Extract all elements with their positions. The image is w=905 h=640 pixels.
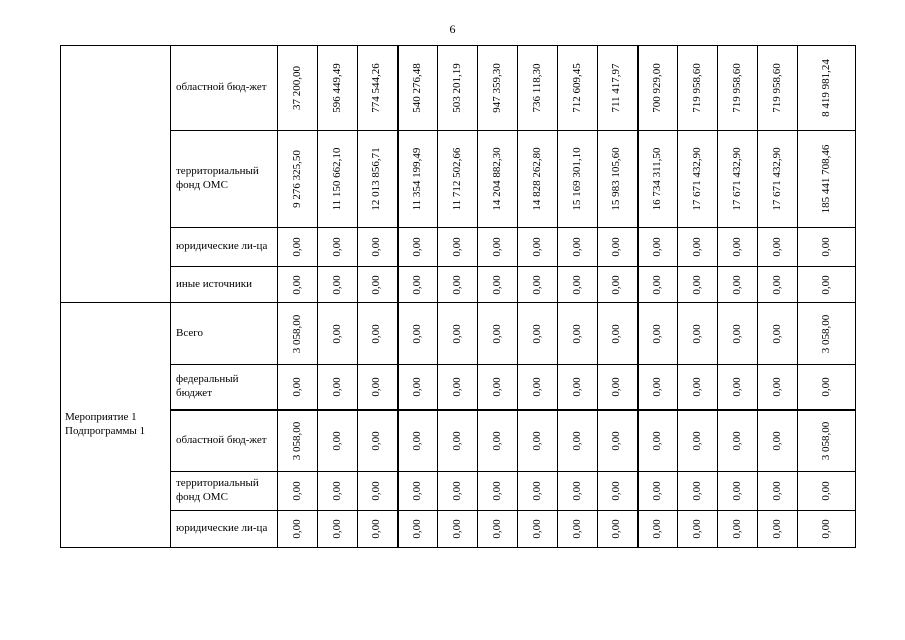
amount-cell (278, 365, 318, 410)
amount-value: 0,00 (450, 481, 463, 501)
amount-cell (638, 228, 678, 267)
amount-cell (358, 472, 398, 511)
amount-cell (678, 472, 718, 511)
amount-cell (318, 365, 358, 410)
amount-value: 0,00 (650, 323, 663, 344)
amount-cell (558, 472, 598, 511)
amount-value: 0,00 (490, 481, 503, 501)
amount-cell (438, 511, 478, 548)
amount-value: 736 118,30 (530, 63, 543, 113)
amount-value: 0,00 (770, 323, 783, 344)
amount-value: 0,00 (410, 519, 423, 539)
amount-value: 0,00 (410, 237, 423, 257)
amount-value: 700 929,00 (650, 63, 663, 113)
amount-cell (318, 267, 358, 303)
amount-cell (758, 228, 798, 267)
amount-value: 0,00 (330, 431, 343, 451)
amount-value: 0,00 (370, 237, 383, 257)
amount-cell (398, 267, 438, 303)
amount-value: 11 354 199,49 (410, 147, 423, 211)
amount-value: 719 958,60 (730, 63, 743, 113)
funding-source-cell: юридические ли-ца (171, 228, 278, 267)
amount-cell (718, 410, 758, 472)
amount-value: 0,00 (490, 237, 503, 257)
amount-value: 0,00 (610, 519, 623, 539)
page-number: 6 (449, 22, 456, 36)
amount-value: 0,00 (690, 323, 703, 344)
amount-cell (638, 46, 678, 131)
amount-cell (358, 131, 398, 228)
amount-cell (358, 511, 398, 548)
amount-cell (398, 410, 438, 472)
amount-value: 0,00 (570, 274, 583, 295)
amount-value: 0,00 (610, 377, 623, 397)
amount-cell (718, 365, 758, 410)
amount-value: 0,00 (770, 519, 783, 539)
amount-cell (518, 303, 558, 365)
funding-source-cell: территориальный фонд ОМС (171, 472, 278, 511)
amount-value: 8 419 981,24 (819, 59, 832, 117)
amount-cell (598, 228, 638, 267)
amount-cell (718, 267, 758, 303)
amount-cell (798, 267, 856, 303)
amount-value: 0,00 (290, 377, 303, 397)
amount-value: 0,00 (450, 237, 463, 257)
amount-value: 0,00 (690, 377, 703, 397)
amount-value: 719 958,60 (690, 63, 703, 113)
amount-value: 17 671 432,90 (770, 147, 783, 211)
amount-cell (478, 511, 518, 548)
amount-value: 0,00 (610, 481, 623, 501)
amount-value: 0,00 (650, 377, 663, 397)
amount-cell (678, 365, 718, 410)
amount-cell (558, 267, 598, 303)
amount-value: 0,00 (610, 237, 623, 257)
amount-cell (598, 267, 638, 303)
amount-cell (558, 511, 598, 548)
amount-value: 0,00 (570, 377, 583, 397)
funding-source-cell: Всего (171, 303, 278, 365)
table-row (61, 303, 856, 365)
amount-cell (678, 46, 718, 131)
amount-cell (678, 303, 718, 365)
funding-source-cell: юридические ли-ца (171, 511, 278, 548)
amount-value: 0,00 (330, 377, 343, 397)
amount-value: 0,00 (450, 323, 463, 344)
amount-cell (798, 131, 856, 228)
amount-value: 0,00 (490, 431, 503, 451)
amount-cell (598, 472, 638, 511)
amount-cell (518, 46, 558, 131)
amount-value: 0,00 (819, 481, 832, 501)
amount-value: 0,00 (450, 274, 463, 295)
amount-value: 0,00 (570, 481, 583, 501)
amount-value: 0,00 (770, 431, 783, 451)
amount-cell (638, 267, 678, 303)
amount-value: 0,00 (770, 481, 783, 501)
amount-value: 0,00 (370, 323, 383, 344)
amount-cell (358, 228, 398, 267)
amount-cell (318, 303, 358, 365)
amount-value: 0,00 (490, 274, 503, 295)
amount-value: 596 449,49 (330, 63, 343, 113)
funding-source-cell: областной бюд-жет (171, 410, 278, 472)
amount-cell (278, 472, 318, 511)
amount-value: 16 734 311,50 (650, 147, 663, 211)
amount-cell (478, 131, 518, 228)
table-row (61, 46, 856, 131)
amount-value: 0,00 (770, 377, 783, 397)
amount-cell (758, 410, 798, 472)
activity-cell (61, 46, 171, 303)
amount-value: 0,00 (730, 519, 743, 539)
amount-cell (358, 46, 398, 131)
amount-cell (398, 472, 438, 511)
amount-cell (358, 410, 398, 472)
amount-value: 0,00 (690, 431, 703, 451)
activity-cell: Мероприятие 1 Подпрограммы 1 (61, 303, 171, 548)
amount-value: 185 441 708,46 (819, 144, 832, 214)
amount-cell (438, 303, 478, 365)
amount-value: 0,00 (450, 519, 463, 539)
amount-cell (318, 46, 358, 131)
amount-cell (518, 228, 558, 267)
amount-value: 0,00 (530, 431, 543, 451)
amount-cell (398, 365, 438, 410)
amount-value: 37 200,00 (290, 66, 303, 110)
amount-value: 0,00 (770, 274, 783, 295)
amount-cell (558, 46, 598, 131)
amount-value: 3 058,00 (819, 314, 832, 353)
amount-cell (638, 511, 678, 548)
amount-cell (598, 365, 638, 410)
table-body (61, 46, 856, 548)
amount-value: 0,00 (730, 377, 743, 397)
amount-cell (478, 46, 518, 131)
amount-value: 0,00 (330, 519, 343, 539)
table-row (61, 131, 856, 228)
amount-value: 0,00 (650, 519, 663, 539)
amount-cell (478, 303, 518, 365)
amount-cell (438, 46, 478, 131)
amount-cell (798, 511, 856, 548)
amount-value: 0,00 (690, 519, 703, 539)
amount-cell (438, 410, 478, 472)
amount-value: 0,00 (610, 274, 623, 295)
amount-cell (318, 228, 358, 267)
amount-value: 14 828 262,80 (530, 147, 543, 211)
amount-cell (438, 472, 478, 511)
amount-value: 711 417,97 (610, 63, 623, 113)
amount-cell (558, 131, 598, 228)
amount-value: 0,00 (650, 481, 663, 501)
amount-value: 0,00 (490, 519, 503, 539)
amount-cell (438, 267, 478, 303)
amount-value: 0,00 (730, 323, 743, 344)
table-row (61, 267, 856, 303)
amount-value: 0,00 (370, 431, 383, 451)
amount-value: 3 058,00 (290, 421, 303, 460)
amount-value: 0,00 (730, 274, 743, 295)
amount-value: 0,00 (450, 431, 463, 451)
table-row (61, 365, 856, 410)
amount-cell (678, 131, 718, 228)
amount-value: 0,00 (530, 481, 543, 501)
amount-cell (598, 303, 638, 365)
amount-cell (478, 472, 518, 511)
amount-value: 0,00 (330, 481, 343, 501)
amount-value: 0,00 (730, 481, 743, 501)
amount-value: 0,00 (819, 237, 832, 257)
amount-value: 0,00 (370, 377, 383, 397)
amount-value: 0,00 (530, 323, 543, 344)
amount-cell (678, 228, 718, 267)
amount-cell (638, 131, 678, 228)
amount-cell (758, 472, 798, 511)
amount-cell (438, 365, 478, 410)
amount-value: 0,00 (290, 274, 303, 295)
amount-value: 712 609,45 (570, 63, 583, 113)
amount-cell (758, 267, 798, 303)
amount-cell (758, 131, 798, 228)
amount-cell (758, 303, 798, 365)
amount-cell (718, 131, 758, 228)
amount-value: 3 058,00 (819, 421, 832, 460)
amount-value: 0,00 (690, 481, 703, 501)
amount-value: 3 058,00 (290, 314, 303, 353)
amount-cell (518, 131, 558, 228)
funding-source-cell: территориальный фонд ОМС (171, 131, 278, 228)
amount-value: 0,00 (610, 323, 623, 344)
amount-value: 540 276,48 (410, 63, 423, 113)
amount-cell (598, 511, 638, 548)
amount-value: 0,00 (450, 377, 463, 397)
amount-cell (398, 303, 438, 365)
amount-cell (478, 228, 518, 267)
amount-value: 0,00 (410, 377, 423, 397)
amount-value: 0,00 (410, 274, 423, 295)
amount-value: 503 201,19 (450, 63, 463, 113)
amount-cell (278, 303, 318, 365)
amount-cell (558, 228, 598, 267)
amount-cell (398, 511, 438, 548)
amount-value: 15 983 105,60 (610, 147, 623, 211)
amount-cell (438, 228, 478, 267)
funding-source-cell: федеральный бюджет (171, 365, 278, 410)
amount-value: 0,00 (290, 237, 303, 257)
amount-value: 0,00 (730, 237, 743, 257)
amount-cell (718, 472, 758, 511)
amount-cell (518, 472, 558, 511)
amount-cell (798, 410, 856, 472)
amount-cell (758, 511, 798, 548)
amount-value: 0,00 (570, 323, 583, 344)
amount-cell (318, 472, 358, 511)
amount-cell (598, 131, 638, 228)
amount-cell (278, 410, 318, 472)
amount-value: 0,00 (530, 377, 543, 397)
amount-cell (678, 410, 718, 472)
amount-value: 0,00 (530, 237, 543, 257)
amount-cell (758, 46, 798, 131)
amount-cell (678, 511, 718, 548)
amount-value: 0,00 (650, 431, 663, 451)
amount-value: 15 169 301,10 (570, 147, 583, 211)
amount-value: 0,00 (570, 237, 583, 257)
amount-cell (718, 511, 758, 548)
amount-cell (398, 46, 438, 131)
amount-value: 0,00 (330, 274, 343, 295)
amount-cell (638, 365, 678, 410)
amount-cell (678, 267, 718, 303)
amount-value: 0,00 (650, 274, 663, 295)
amount-value: 0,00 (370, 274, 383, 295)
amount-value: 0,00 (770, 237, 783, 257)
amount-value: 0,00 (570, 519, 583, 539)
funding-source-cell: областной бюд-жет (171, 46, 278, 131)
amount-value: 0,00 (410, 431, 423, 451)
amount-cell (358, 303, 398, 365)
amount-cell (718, 228, 758, 267)
amount-cell (398, 228, 438, 267)
amount-cell (318, 410, 358, 472)
amount-cell (518, 410, 558, 472)
amount-cell (798, 303, 856, 365)
amount-cell (718, 303, 758, 365)
amount-cell (798, 472, 856, 511)
amount-value: 0,00 (730, 431, 743, 451)
amount-cell (598, 410, 638, 472)
amount-value: 0,00 (370, 519, 383, 539)
amount-cell (278, 131, 318, 228)
amount-value: 0,00 (410, 323, 423, 344)
amount-cell (278, 46, 318, 131)
amount-cell (478, 267, 518, 303)
amount-value: 0,00 (819, 519, 832, 539)
amount-cell (798, 46, 856, 131)
amount-cell (798, 228, 856, 267)
amount-cell (518, 511, 558, 548)
amount-cell (558, 365, 598, 410)
amount-value: 9 276 325,50 (290, 150, 303, 208)
amount-value: 17 671 432,90 (730, 147, 743, 211)
funding-source-cell: иные источники (171, 267, 278, 303)
amount-cell (278, 511, 318, 548)
table-row (61, 410, 856, 472)
amount-value: 0,00 (690, 237, 703, 257)
amount-value: 0,00 (490, 323, 503, 344)
financing-table (60, 45, 856, 548)
table-row (61, 228, 856, 267)
amount-cell (798, 365, 856, 410)
amount-value: 0,00 (819, 377, 832, 397)
amount-value: 17 671 432,90 (690, 147, 703, 211)
amount-cell (478, 365, 518, 410)
amount-value: 0,00 (690, 274, 703, 295)
amount-value: 947 359,30 (490, 63, 503, 113)
amount-cell (638, 410, 678, 472)
amount-value: 719 958,60 (770, 63, 783, 113)
amount-value: 0,00 (610, 431, 623, 451)
amount-cell (558, 303, 598, 365)
table-row (61, 511, 856, 548)
amount-cell (518, 267, 558, 303)
amount-value: 0,00 (410, 481, 423, 501)
amount-value: 14 204 882,30 (490, 147, 503, 211)
amount-cell (358, 365, 398, 410)
amount-value: 0,00 (490, 377, 503, 397)
amount-cell (358, 267, 398, 303)
amount-value: 0,00 (530, 519, 543, 539)
amount-value: 0,00 (330, 237, 343, 257)
amount-cell (278, 267, 318, 303)
amount-value: 11 712 502,66 (450, 147, 463, 211)
amount-value: 0,00 (330, 323, 343, 344)
amount-cell (518, 365, 558, 410)
amount-cell (438, 131, 478, 228)
amount-cell (558, 410, 598, 472)
amount-cell (478, 410, 518, 472)
amount-cell (718, 46, 758, 131)
amount-cell (398, 131, 438, 228)
amount-cell (318, 131, 358, 228)
table-row (61, 472, 856, 511)
amount-value: 0,00 (290, 519, 303, 539)
amount-value: 0,00 (570, 431, 583, 451)
amount-value: 0,00 (819, 274, 832, 295)
amount-cell (758, 365, 798, 410)
amount-cell (318, 511, 358, 548)
amount-cell (278, 228, 318, 267)
amount-value: 0,00 (290, 481, 303, 501)
amount-value: 0,00 (370, 481, 383, 501)
amount-value: 0,00 (530, 274, 543, 295)
amount-cell (638, 472, 678, 511)
amount-value: 11 150 662,10 (330, 147, 343, 211)
amount-value: 0,00 (650, 237, 663, 257)
amount-cell (638, 303, 678, 365)
amount-value: 774 544,26 (370, 63, 383, 113)
amount-cell (598, 46, 638, 131)
amount-value: 12 013 856,71 (370, 147, 383, 211)
